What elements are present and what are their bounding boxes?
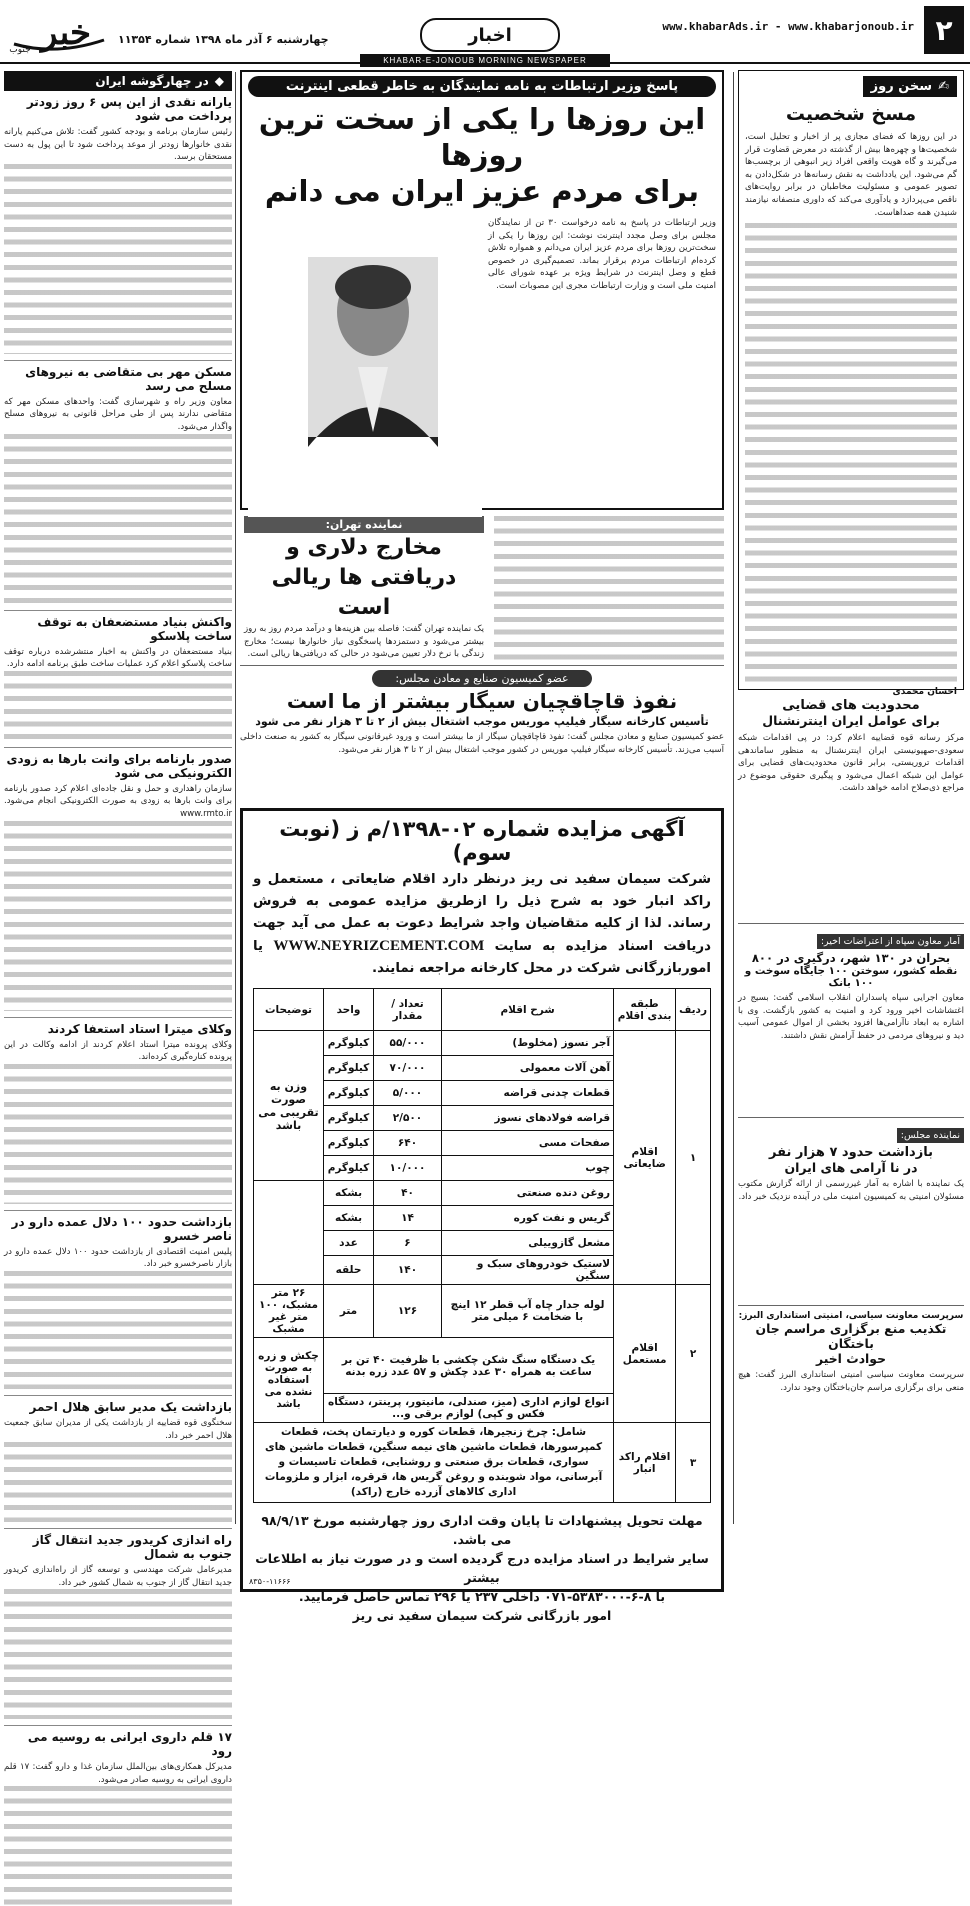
dollar-article [240, 516, 724, 666]
article-restrictions-body: مرکز رسانه قوه قضاییه اعلام کرد: در پی اقدامات شبکه سعودی-صهیونیستی ایران اینترنشنال به منظور ساماندهی اقدامات تروریستی، برابر قانون محدودیت‌های قضایی برای عوامل این شبکه اعمال می‌شود و پیگیری حقوقی موضوع در مراجع ذی‌صلاح ادامه خواهد داشت. [738, 733, 964, 794]
item-quantity: ۵۵/۰۰۰ [374, 1031, 442, 1056]
cigarette-body: عضو کمیسیون صنایع و معادن مجلس گفت: نفوذ قاچاقچیان سیگار از ما بیشتر است و ورود غیرقانونی سیگار به کشور به صنعت داخلی آسیب می‌زند. تأسیس کارخانه سیگار فیلیپ موریس در کشور موجب اشتغال بیش از ۲ تا ۳ هزار نفر می‌شود. [240, 732, 724, 755]
item-description: لوله جدار چاه آب قطر ۱۲ اینچ با ضخامت ۶ میلی متر [442, 1285, 614, 1338]
list-item [4, 1210, 232, 1389]
item-description: آهن آلات معمولی [442, 1056, 614, 1081]
issue-line: چهارشنبه ۶ آذر ماه ۱۳۹۸ شماره ۱۱۳۵۴ [118, 33, 329, 46]
article-unrest-title: بحران در ۱۳۰ شهر، درگیری در ۸۰۰ [751, 951, 951, 965]
left-box-label: در چهارگوشه ایران [95, 74, 209, 88]
article-unrest-kicker: آمار معاون سپاه از اعتراضات اخیر: [817, 934, 964, 949]
list-item [4, 1395, 232, 1522]
cigarette-article [240, 670, 724, 811]
map-icon: ◆ [214, 74, 224, 88]
item-quantity: ۱۴۰ [374, 1256, 442, 1285]
item-description: انواع لوازم اداری (میز، صندلی، مانیتور، پرینتر، دستگاه فکس و کپی) لوازم برقی و... [324, 1394, 614, 1423]
empty-note [254, 1181, 324, 1285]
auction-footer [253, 1511, 711, 1625]
news-title: راه اندازی کریدور جدید انتقال گاز جنوب به شمال [32, 1533, 232, 1562]
divider [4, 360, 232, 361]
lead-kicker: پاسخ وزیر ارتباطات به نامه نمایندگان به خاطر قطعی اینترنت [248, 76, 716, 97]
col-header-row: ردیف [676, 989, 711, 1031]
divider [4, 747, 232, 748]
article-detentions-title: بازداشت حدود ۷ هزار نفر [769, 1145, 933, 1160]
center-column [240, 70, 724, 1623]
divider [4, 1528, 232, 1529]
news-body: مدیرعامل شرکت مهندسی و توسعه گاز از راه‌اندازی کریدور جدید انتقال گاز از جنوب به شمال کشور خبر داد. [4, 1565, 232, 1588]
news-body: پلیس امنیت اقتصادی از بازداشت حدود ۱۰۰ دلال عمده دارو در بازار ناصرخسرو خبر داد. [4, 1246, 232, 1270]
news-title: یارانه نقدی از این پس ۶ روز زودتر پرداخت می شود [26, 95, 232, 123]
auction-intro [253, 869, 711, 980]
item-unit: حلقه [324, 1256, 374, 1285]
logo-text: خبر [40, 13, 92, 53]
list-item [4, 1017, 232, 1204]
article-alborz-body: سرپرست معاونت سیاسی امنیتی استانداری البرز گفت: هیچ منعی برای برگزاری مراسم جان‌باختگان وجود ندارد. [738, 1370, 964, 1393]
list-item [4, 360, 232, 604]
col-header-description: شرح اقلام [442, 989, 614, 1031]
left-news-list [4, 95, 232, 1906]
list-item [4, 747, 232, 1011]
item-note: چکش و زره به صورت استفاده نشده می باشد [254, 1338, 324, 1423]
lead-body-row [248, 217, 716, 517]
auction-intro-text-2: یا اموربازرگانی شرکت در محل کارخانه مراجعه نمایند. [253, 939, 711, 976]
minister-photo [248, 217, 482, 517]
item-unit: کیلوگرم [324, 1056, 374, 1081]
auction-company: امور بازرگانی شرکت سیمان سفید نی ریز [352, 1608, 612, 1623]
news-body: سازمان راهداری و حمل و نقل جاده‌ای اعلام کرد صدور بارنامه برای وانت بارها به زودی به صورت الکترونیکی انجام می‌شود. www.rmto.ir [4, 783, 232, 819]
cigarette-kicker: عضو کمیسیون صنایع و معادن مجلس: [372, 670, 592, 687]
news-body: مدیرکل همکاری‌های بین‌الملل سازمان غذا و دارو گفت: ۱۷ قلم داروی ایرانی به روسیه صادر می‌شود. [4, 1762, 232, 1785]
lead-headline-2: برای مردم عزیز ایران می دانم [264, 174, 700, 208]
item-unit: عدد [324, 1231, 374, 1256]
article-unrest [738, 929, 964, 1112]
newspaper-logo [6, 4, 110, 58]
item-description: صفحات مسی [442, 1131, 614, 1156]
table-header-row [254, 989, 711, 1031]
divider [4, 1395, 232, 1396]
divider [4, 1210, 232, 1211]
auction-title: آگهی مزایده شماره ۰۲-۱۳۹۸/م ز (نوبت سوم) [279, 817, 685, 865]
list-item [4, 1528, 232, 1719]
lead-body: وزیر ارتباطات در پاسخ به نامه درخواست ۳۰ تن از نمایندگان مجلس برای وصل مجدد اینترنت نوشت: این روزها را یکی از سخت‌ترین روزها برای مردم عزیز ایران می‌دانم و همواره تلاش کرده‌ام ارتباطات مردم برقرار بماند. تصمیم‌گیری در خصوص قطع و وصل اینترنت در شرایط ویژه بر عهده شورای عالی امنیت ملی است و وزارت ارتباطات مجری این مصوبات است. [488, 218, 716, 291]
group-row-number: ۳ [676, 1423, 711, 1503]
news-body-continued [4, 1589, 232, 1719]
article-unrest-title-2: نقطه کشور، سوختن ۱۰۰ جایگاه سوخت و ۱۰۰ بانک [744, 965, 958, 989]
news-body-continued [4, 821, 232, 1011]
col-header-quantity: تعداد / مقدار [374, 989, 442, 1031]
auction-items-table [253, 988, 711, 1503]
divider [4, 1017, 232, 1018]
lead-headline: این روزها را یکی از سخت ترین روزها [258, 102, 706, 172]
group-category: اقلام مستعمل [614, 1285, 676, 1423]
right-column [738, 70, 964, 1524]
article-detentions-body: یک نماینده با اشاره به آمار غیررسمی از ارائه گزارش مکتوب مسئولان امنیتی به کمیسیون امنیت ملی در آینده نزدیک خبر داد. [738, 1179, 964, 1202]
article-restrictions-title-2: برای عوامل ایران اینترنشنال [762, 713, 940, 728]
item-description: قراضه فولادهای نسوز [442, 1106, 614, 1131]
auction-conditions: سایر شرایط در اسناد مزایده درج گردیده است و در صورت نیاز به اطلاعات بیشتر [255, 1551, 709, 1585]
list-item [4, 610, 232, 741]
list-item [4, 95, 232, 354]
item-quantity: ۷۰/۰۰۰ [374, 1056, 442, 1081]
item-quantity: ۱۰/۰۰۰ [374, 1156, 442, 1181]
news-title: مسکن مهر بی متقاضی به نیروهای مسلح می رسد [25, 364, 232, 393]
article-alborz-title: تکذیب منع برگزاری مراسم جان باختگان [755, 1321, 947, 1351]
news-body-continued [4, 1064, 232, 1204]
item-note: ۲۶ متر مشبک، ۱۰۰ متر غیر مشبک [254, 1285, 324, 1338]
editorial-box-head [863, 76, 957, 97]
group-category: اقلام ضایعاتی [614, 1031, 676, 1285]
item-description: گریس و نفت کوره [442, 1206, 614, 1231]
article-alborz-kicker: سرپرست معاونت سیاسی، امنیتی استانداری البرز: [738, 1311, 964, 1321]
masthead [0, 0, 970, 64]
news-body-continued [4, 671, 232, 741]
auction-phone: با ۸-۶-۵۳۸۳۰۰۰-۰۷۱ داخلی ۲۳۷ یا ۲۹۶ تماس حاصل فرمایید. [298, 1589, 666, 1604]
editorial-body-continued [745, 223, 957, 683]
left-box-head [4, 71, 232, 91]
item-unit: کیلوگرم [324, 1081, 374, 1106]
lead-article [240, 70, 724, 510]
news-title: واکنش بنیاد مستضعفان به توقف ساخت پلاسکو [37, 614, 232, 643]
table-row [254, 1031, 711, 1056]
left-column [4, 70, 232, 1785]
item-description: یک دستگاه سنگ شکن چکشی با ظرفیت ۴۰ تن بر ساعت به همراه ۳۰ عدد چکش و ۵۷ عدد زره بدنه [324, 1338, 614, 1394]
item-description: آجر نسوز (مخلوط) [442, 1031, 614, 1056]
minister-portrait-image [248, 217, 482, 517]
editorial-box-label: سخن روز [870, 79, 933, 94]
item-unit: کیلوگرم [324, 1106, 374, 1131]
news-title: ۱۷ قلم داروی ایرانی به روسیه می رود [27, 1730, 232, 1759]
item-unit: بشکه [324, 1206, 374, 1231]
news-title: وکلای میترا استاد استعفا کردند [47, 1021, 232, 1036]
auction-deadline: مهلت تحویل پیشنهادات تا پایان وقت اداری روز چهارشنبه مورخ ۹۸/۹/۱۳ می باشد. [261, 1513, 703, 1547]
page-number: ۲ [924, 6, 964, 54]
news-body-continued [4, 1442, 232, 1522]
column-rule [733, 72, 734, 1524]
item-description: چوب [442, 1156, 614, 1181]
section-tag: اخبار [420, 18, 560, 52]
divider [738, 1117, 964, 1118]
news-body: وکلای پرونده میترا استاد اعلام کردند از ادامه وکالت در این پرونده کناره‌گیری کرده‌اند. [4, 1039, 232, 1063]
item-description: روغن دنده صنعتی [442, 1181, 614, 1206]
item-unit: کیلوگرم [324, 1156, 374, 1181]
article-alborz-title-2: حوادث اخیر [815, 1351, 886, 1366]
group-category: اقلام راکد انبار [614, 1423, 676, 1503]
item-unit: کیلوگرم [324, 1131, 374, 1156]
editorial-author: احسان محمدی [892, 687, 957, 698]
table-row [254, 1423, 711, 1503]
divider [738, 1305, 964, 1306]
divider [4, 610, 232, 611]
item-quantity: ۲/۵۰۰ [374, 1106, 442, 1131]
auction-ad [240, 808, 724, 1623]
column-rule [235, 72, 236, 1524]
news-body-continued [4, 164, 232, 354]
editorial-body: در این روزها که فضای مجازی پر از اخبار و تحلیل است، شخصیت‌ها و چهره‌ها بیش از گذشته در معرض قضاوت قرار می‌گیرند و گاه هویت واقعی افراد زیر انبوهی از برچسب‌ها گم می‌شود. این یادداشت به نقش رسانه‌ها در شکل‌دادن به تصویر عمومی و مسئولیت مخاطبان در برابر روایت‌های ناقص می‌پردازد و یادآوری می‌کند که داوری منصفانه نیازمند شنیدن همه صداهاست. [745, 132, 957, 218]
table-row [254, 1285, 711, 1338]
article-detentions-kicker: نماینده مجلس: [897, 1128, 964, 1143]
item-description: مشعل گازوییلی [442, 1231, 614, 1256]
item-unit: متر [324, 1285, 374, 1338]
news-body: سخنگوی قوه قضاییه از بازداشت یکی از مدیران سابق جمعیت هلال احمر خبر داد. [4, 1417, 232, 1441]
article-unrest-body: معاون اجرایی سپاه پاسداران انقلاب اسلامی گفت: بسیج در اغتشاشات اخیر ورود کرد و امنیت به کشور بازگشت. وی با اشاره به ابعاد ناآرامی‌ها افزود بخشی از اموال عمومی آسیب دید و نیروهای مردمی در حفظ آرامش نقش داشتند. [738, 993, 964, 1041]
item-description: شامل: چرخ زنجیرها، قطعات کوره و دیارتمان پخت، قطعات کمپرسورها، قطعات ماشین های نیمه سنگین، قطعات ماشین های سواری، قطعات برق صنعتی و روشنایی، قطعات تاسیسات و آبرسانی، مواد شوینده و روغن گریس ها، قرقره، ابزار و ملزومات اداری کالاهای آزرده خارج (راکد) [254, 1423, 614, 1503]
dollar-tag: نماینده تهران: [244, 516, 484, 533]
dollar-body: یک نماینده تهران گفت: فاصله بین هزینه‌ها و درآمد مردم روز به روز بیشتر می‌شود و دستمزدها پاسخگوی نیاز خانوارها نیست؛ مخارج زندگی با نرخ دلار تعیین می‌شود در حالی که دریافتی‌ها ریالی است. [244, 624, 484, 660]
group-note: وزن به صورت تقریبی می باشد [254, 1031, 324, 1181]
news-body-continued [4, 1271, 232, 1389]
sub-banner: KHABAR-E-JONOUB MORNING NEWSPAPER [360, 54, 610, 67]
item-quantity: ۴۰ [374, 1181, 442, 1206]
list-item [4, 1725, 232, 1906]
group-row-number: ۱ [676, 1031, 711, 1285]
divider [4, 1725, 232, 1726]
news-body: رئیس سازمان برنامه و بودجه کشور گفت: تلاش می‌کنیم یارانه نقدی خانوارها زودتر از موعد پرداخت شود تا این پول به دست مستحقان برسد. [4, 127, 232, 163]
news-title: بازداشت یک مدیر سابق هلال احمر [29, 1399, 232, 1414]
cigarette-subtitle: تأسیس کارخانه سیگار فیلیپ موریس موجب اشتغال بیش از ۲ تا ۳ هزار نفر می شود [255, 715, 709, 728]
editorial-title: مسخ شخصیت [785, 103, 917, 125]
item-quantity: ۱۲۶ [374, 1285, 442, 1338]
ad-code: ۸۳۵۰-۱۱۶۶۶ [249, 1577, 291, 1586]
dollar-title: مخارج دلاری و [286, 535, 442, 560]
col-header-unit: واحد [324, 989, 374, 1031]
group-row-number: ۲ [676, 1285, 711, 1423]
article-restrictions-title: محدودیت های قضایی [782, 698, 920, 713]
item-unit: بشکه [324, 1181, 374, 1206]
article-alborz [738, 1311, 964, 1394]
news-body: بنیاد مستضعفان در واکنش به اخبار منتشرشده درباره توقف ساخت پلاسکو اعلام کرد عملیات ساخت طبق برنامه ادامه دارد. [4, 646, 232, 670]
item-quantity: ۶۴۰ [374, 1131, 442, 1156]
dollar-headline-box [240, 516, 488, 665]
article-detentions [738, 1123, 964, 1300]
pen-icon: ✍ [938, 79, 949, 94]
divider [738, 923, 964, 924]
item-quantity: ۶ [374, 1231, 442, 1256]
news-body: معاون وزیر راه و شهرسازی گفت: واحدهای مسکن مهر که متقاضی ندارند پس از طی مراحل قانونی به نیروهای مسلح واگذار می‌شود. [4, 396, 232, 432]
dollar-title-2: دریافتی ها ریالی است [271, 565, 457, 620]
auction-intro-text: شرکت سیمان سفید نی ریز درنظر دارد اقلام ضایعاتی ، مستعمل و راکد انبار خود به شرح ذیل را ازطریق مزایده عمومی به فروش رساند. لذا از کلیه متقاضیان واجد شرایط دعوت به عمل می آید جهت دریافت اسناد مزایده به سایت [253, 872, 711, 954]
item-description: لاستیک خودروهای سبک و سنگین [442, 1256, 614, 1285]
site-urls[interactable]: www.khabarAds.ir - www.khabarjonoub.ir [662, 20, 914, 33]
item-description: قطعات چدنی قراضه [442, 1081, 614, 1106]
col-header-notes: توضیحات [254, 989, 324, 1031]
auction-url-link[interactable]: WWW.NEYRIZCEMENT.COM [273, 938, 485, 954]
item-unit: کیلوگرم [324, 1031, 374, 1056]
editorial-box [738, 70, 964, 698]
col-header-category: طبقه بندی اقلام [614, 989, 676, 1031]
news-body-continued [4, 434, 232, 604]
logo-sub: جنوب [9, 45, 31, 55]
auction-table-body [254, 1031, 711, 1503]
article-restrictions [738, 698, 964, 918]
item-quantity: ۱۴ [374, 1206, 442, 1231]
news-title: بازداشت حدود ۱۰۰ دلال عمده دارو در ناصر خسرو [11, 1214, 232, 1243]
dollar-body-left [488, 516, 724, 666]
news-title: صدور بارنامه برای وانت بارها به زودی الکترونیکی می شود [6, 751, 232, 780]
news-body-continued [4, 1786, 232, 1906]
item-quantity: ۵/۰۰۰ [374, 1081, 442, 1106]
article-detentions-title-2: در نا آرامی های ایران [784, 1160, 918, 1175]
cigarette-title: نفوذ قاچاقچیان سیگار بیشتر از ما است [286, 689, 678, 713]
